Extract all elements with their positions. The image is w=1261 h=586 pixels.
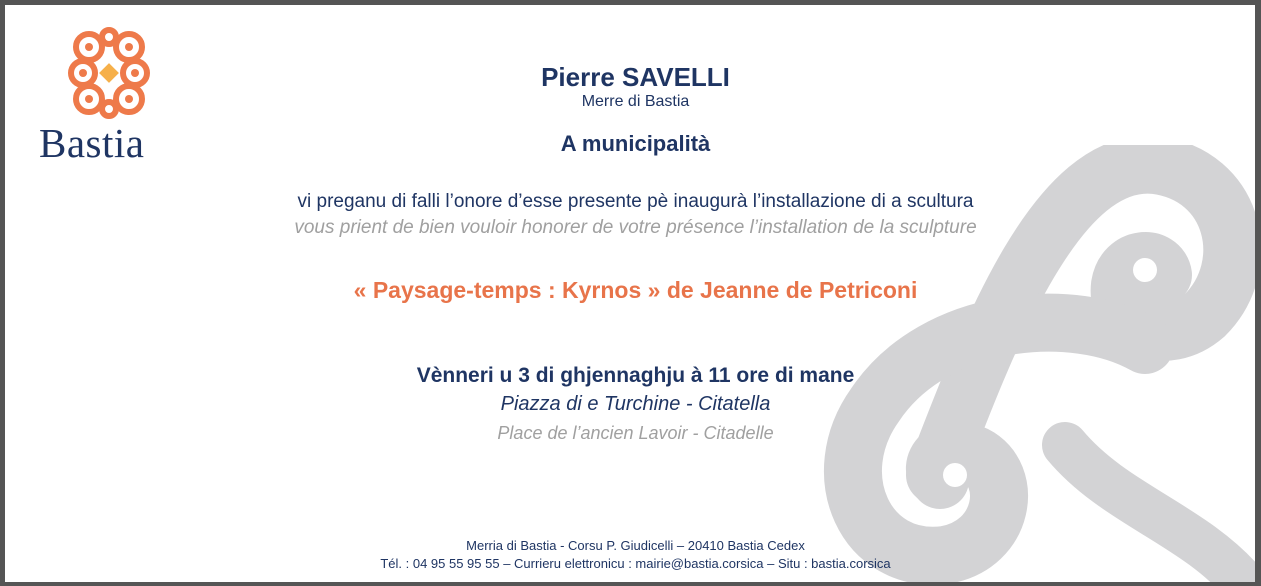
event-date: Vènneri u 3 di ghjennaghju à 11 ore di mane	[416, 364, 855, 387]
invitation-text-corsican: vi preganu di falli l’onore d’esse presente pè inaugurà l’installazione di a scultura	[297, 191, 974, 212]
footer-address: Merria di Bastia - Corsu P. Giudicelli – 20410 Bastia Cedex	[466, 538, 805, 553]
event-place-french: Place de l’ancien Lavoir - Citadelle	[497, 423, 774, 443]
municipality-heading: A municipalità	[560, 131, 711, 156]
event-place-corsican: Piazza di e Turchine - Citatella	[500, 393, 771, 415]
event-title: « Paysage-temps : Kyrnos » de Jeanne de Petriconi	[353, 277, 918, 303]
footer-contact: Tél. : 04 95 55 95 55 – Currieru elettronicu : mairie@bastia.corsica – Situ : bastia.corsica	[380, 556, 891, 571]
logo-wordmark: Bastia	[39, 120, 145, 166]
invitation-text-french: vous prient de bien vouloir honorer de votre présence l’installation de la sculpture	[294, 217, 977, 238]
host-name: Pierre SAVELLI	[541, 62, 730, 92]
host-role: Merre di Bastia	[581, 93, 690, 110]
